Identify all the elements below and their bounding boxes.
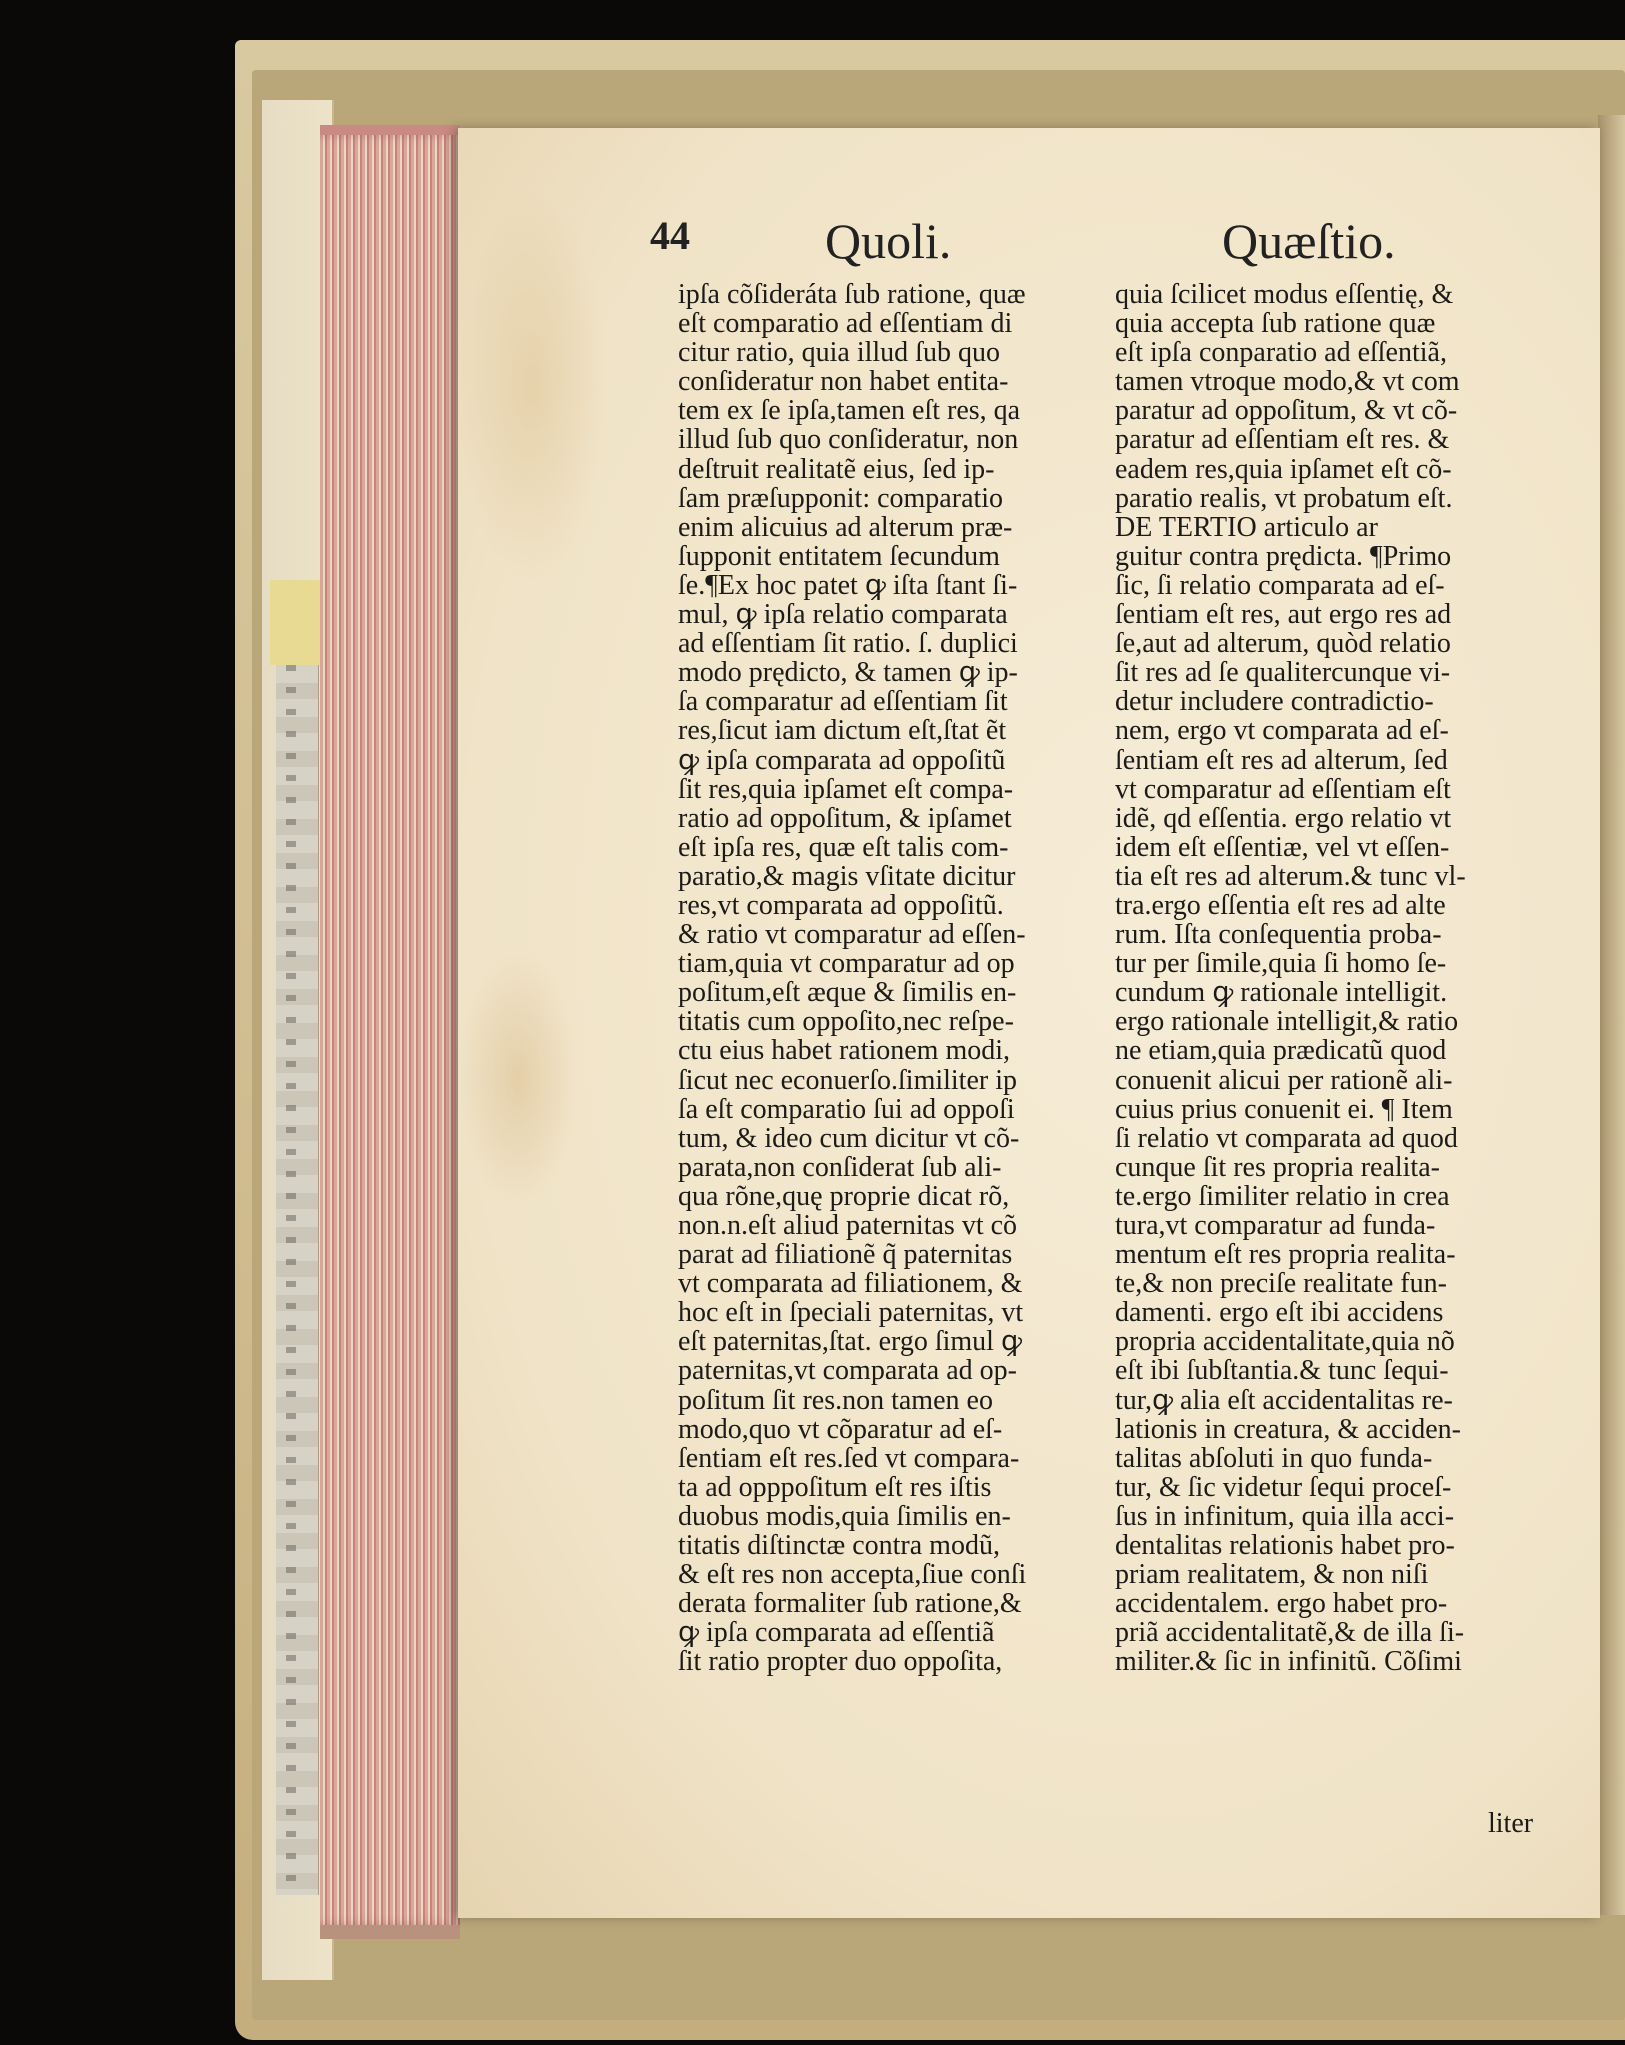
- binding-scrap: [276, 665, 319, 1895]
- text-line: ſit res,quia ipſamet eſt compa-: [678, 774, 1014, 804]
- text-line: ꝙ ipſa comparata ad eſſentiã: [678, 1618, 995, 1648]
- text-line: ad eſſentiam ſit ratio. ſ. duplici: [678, 629, 1018, 659]
- page-fore-edge: [320, 125, 460, 1939]
- text-line: eſt ipſa conparatio ad eſſentiã,: [1115, 338, 1447, 368]
- text-line: accidentalem. ergo habet pro-: [1115, 1589, 1448, 1619]
- text-line: ſicut nec econuerſo.ſimiliter ip: [678, 1065, 1017, 1095]
- text-line: vt comparatur ad eſſentiam eſt: [1115, 774, 1451, 804]
- running-head-left: Quoli.: [825, 213, 952, 269]
- text-line: conſideratur non habet entita-: [678, 367, 1009, 397]
- running-head-right: Quæſtio.: [1222, 213, 1396, 269]
- text-line: priã accidentalitatẽ,& de illa ſi-: [1115, 1618, 1465, 1648]
- text-line: res,ſicut iam dictum eſt,ſtat ẽt: [678, 716, 1007, 746]
- text-line: talitas abſoluti in quo funda-: [1115, 1443, 1433, 1473]
- text-line: hoc eſt in ſpeciali paternitas, vt: [678, 1298, 1024, 1328]
- text-line: ta ad opppoſitum eſt res iſtis: [678, 1472, 992, 1502]
- text-line: tamen vtroque modo,& vt com: [1115, 367, 1460, 397]
- text-line: ſit ratio propter duo oppoſita,: [678, 1647, 1003, 1677]
- text-line: lationis in creatura, & acciden-: [1115, 1414, 1461, 1444]
- text-line: eſt comparatio ad eſſentiam di: [678, 309, 1013, 339]
- text-line: cundum ꝙ rationale intelligit.: [1115, 978, 1448, 1008]
- text-line: quia accepta ſub ratione quæ: [1115, 309, 1436, 339]
- text-line: ſam præſupponit: comparatio: [678, 483, 1004, 513]
- text-line: & eſt res non accepta,ſiue conſi: [678, 1560, 1027, 1590]
- text-line: idem eſt eſſentiæ, vel vt eſſen-: [1115, 832, 1450, 862]
- text-line: ſe,aut ad alterum, quòd relatio: [1115, 629, 1451, 659]
- text-line: guitur contra prędicta. ¶Primo: [1115, 541, 1452, 571]
- text-line: tiam,quia vt comparatur ad op: [678, 949, 1015, 979]
- text-line: damenti. ergo eſt ibi accidens: [1115, 1298, 1444, 1328]
- text-line: ſupponit entitatem ſecundum: [678, 541, 1000, 571]
- text-column-left: [678, 280, 1098, 1677]
- text-line: illud ſub quo conſideratur, non: [678, 425, 1019, 455]
- text-line: ſit res ad ſe qualitercunque vi-: [1115, 658, 1451, 688]
- text-line: te,& non preciſe realitate fun-: [1115, 1269, 1447, 1299]
- text-line: detur includere contradictio-: [1115, 687, 1434, 717]
- text-line: idẽ, qd eſſentia. ergo relatio vt: [1115, 803, 1452, 833]
- text-line: titatis cum oppoſito,nec reſpe-: [678, 1007, 1014, 1037]
- page-stain: [458, 948, 578, 1208]
- text-line: rum. Iſta conſequentia proba-: [1115, 920, 1442, 950]
- text-line: eadem res,quia ipſamet eſt cõ-: [1115, 454, 1452, 484]
- text-line: paratur ad eſſentiam eſt res. &: [1115, 425, 1450, 455]
- text-line: tur, & ſic videtur ſequi proceſ-: [1115, 1472, 1452, 1502]
- text-line: paratio,& magis vſitate dicitur: [678, 861, 1016, 891]
- text-line: tum, & ideo cum dicitur vt cõ-: [678, 1123, 1020, 1153]
- text-line: titatis diſtinctæ contra modũ,: [678, 1531, 1000, 1561]
- text-line: tem ex ſe ipſa,tamen eſt res, qa: [678, 396, 1021, 426]
- page-number: 44: [650, 213, 690, 258]
- text-line: duobus modis,quia ſimilis en-: [678, 1501, 1011, 1532]
- text-line: cuius prius conuenit ei. ¶ Item: [1115, 1094, 1453, 1124]
- text-line: DE TERTIO articulo ar: [1115, 512, 1378, 542]
- text-line: modo prędicto, & tamen ꝙ ip-: [678, 658, 1018, 688]
- text-line: ſentiam eſt res ad alterum, ſed: [1115, 745, 1448, 775]
- text-column-right: [1115, 280, 1545, 1677]
- text-line: propria accidentalitate,quia nõ: [1115, 1327, 1455, 1357]
- text-line: ſentiam eſt res, aut ergo res ad: [1115, 600, 1452, 630]
- text-line: ſe.¶Ex hoc patet ꝙ iſta ſtant ſi-: [678, 570, 1018, 601]
- text-line: te.ergo ſimiliter relatio in crea: [1115, 1181, 1450, 1211]
- text-line: paratio realis, vt probatum eſt.: [1115, 483, 1453, 513]
- text-line: poſitum,eſt æque & ſimilis en-: [678, 978, 1017, 1008]
- text-line: tra.ergo eſſentia eſt res ad alte: [1115, 890, 1446, 921]
- text-line: deſtruit realitatẽ eius, ſed ip-: [678, 454, 995, 484]
- text-line: poſitum ſit res.non tamen eo: [678, 1385, 993, 1415]
- text-line: ergo rationale intelligit,& ratio: [1115, 1007, 1459, 1037]
- text-line: ſic, ſi relatio comparata ad eſ-: [1115, 570, 1445, 601]
- text-line: parata,non conſiderat ſub ali-: [678, 1152, 1002, 1182]
- text-line: non.n.eſt aliud paternitas vt cõ: [678, 1211, 1018, 1241]
- text-line: tur per ſimile,quia ſi homo ſe-: [1115, 949, 1447, 979]
- text-line: vt comparata ad filiationem, &: [678, 1269, 1023, 1299]
- text-line: tia eſt res ad alterum.& tunc vl-: [1115, 861, 1466, 891]
- text-line: eſt ibi ſubſtantia.& tunc ſequi-: [1115, 1356, 1449, 1386]
- text-line: mul, ꝙ ipſa relatio comparata: [678, 600, 1008, 630]
- text-line: paternitas,vt comparata ad op-: [678, 1356, 1017, 1386]
- text-line: parat ad filiationẽ q̃ paternitas: [678, 1240, 1013, 1270]
- text-line: ipſa cõſideráta ſub ratione, quæ: [678, 280, 1026, 310]
- text-line: ꝙ ipſa comparata ad oppoſitũ: [678, 745, 1006, 775]
- text-line: eſt paternitas,ſtat. ergo ſimul ꝙ: [678, 1327, 1022, 1357]
- text-line: & ratio vt comparatur ad eſſen-: [678, 920, 1026, 950]
- text-line: enim alicuius ad alterum præ-: [678, 512, 1013, 542]
- text-line: priam realitatem, & non niſi: [1115, 1560, 1429, 1590]
- text-line: mentum eſt res propria realita-: [1115, 1240, 1456, 1270]
- text-line: qua rõne,quę proprie dicat rõ,: [678, 1181, 1010, 1211]
- text-line: ſus in infinitum, quia illa acci-: [1115, 1501, 1455, 1532]
- text-line: quia ſcilicet modus eſſentię, &: [1115, 280, 1454, 310]
- text-line: ratio ad oppoſitum, & ipſamet: [678, 803, 1012, 833]
- text-line: ſa eſt comparatio ſui ad oppoſi: [678, 1094, 1015, 1124]
- text-line: dentalitas relationis habet pro-: [1115, 1531, 1455, 1561]
- text-line: tur,ꝙ alia eſt accidentalitas re-: [1115, 1385, 1453, 1415]
- text-line: modo,quo vt cõparatur ad eſ-: [678, 1414, 1003, 1444]
- text-line: ne etiam,quia prædicatũ quod: [1115, 1036, 1447, 1066]
- text-line: ſa comparatur ad eſſentiam ſit: [678, 687, 1008, 717]
- text-line: nem, ergo vt comparata ad eſ-: [1115, 716, 1449, 746]
- text-line: citur ratio, quia illud ſub quo: [678, 338, 1000, 368]
- catchword: liter: [1488, 1808, 1534, 1839]
- text-line: militer.& ſic in infinitũ. Cõſimi: [1115, 1647, 1462, 1677]
- text-line: ſi relatio vt comparata ad quod: [1115, 1123, 1458, 1153]
- text-line: paratur ad oppoſitum, & vt cõ-: [1115, 396, 1458, 426]
- text-line: tura,vt comparatur ad funda-: [1115, 1211, 1436, 1241]
- text-line: derata formaliter ſub ratione,&: [678, 1589, 1022, 1619]
- text-line: res,vt comparata ad oppoſitũ.: [678, 890, 1004, 921]
- text-line: eſt ipſa res, quæ eſt talis com-: [678, 832, 1009, 862]
- facing-page-edge: [1598, 115, 1625, 1915]
- text-line: ſentiam eſt res.ſed vt compara-: [678, 1443, 1020, 1473]
- page-stain: [458, 188, 608, 588]
- text-line: conuenit alicui per rationẽ ali-: [1115, 1065, 1453, 1095]
- text-line: cunque ſit res propria realita-: [1115, 1152, 1440, 1182]
- text-line: ctu eius habet rationem modi,: [678, 1036, 1011, 1066]
